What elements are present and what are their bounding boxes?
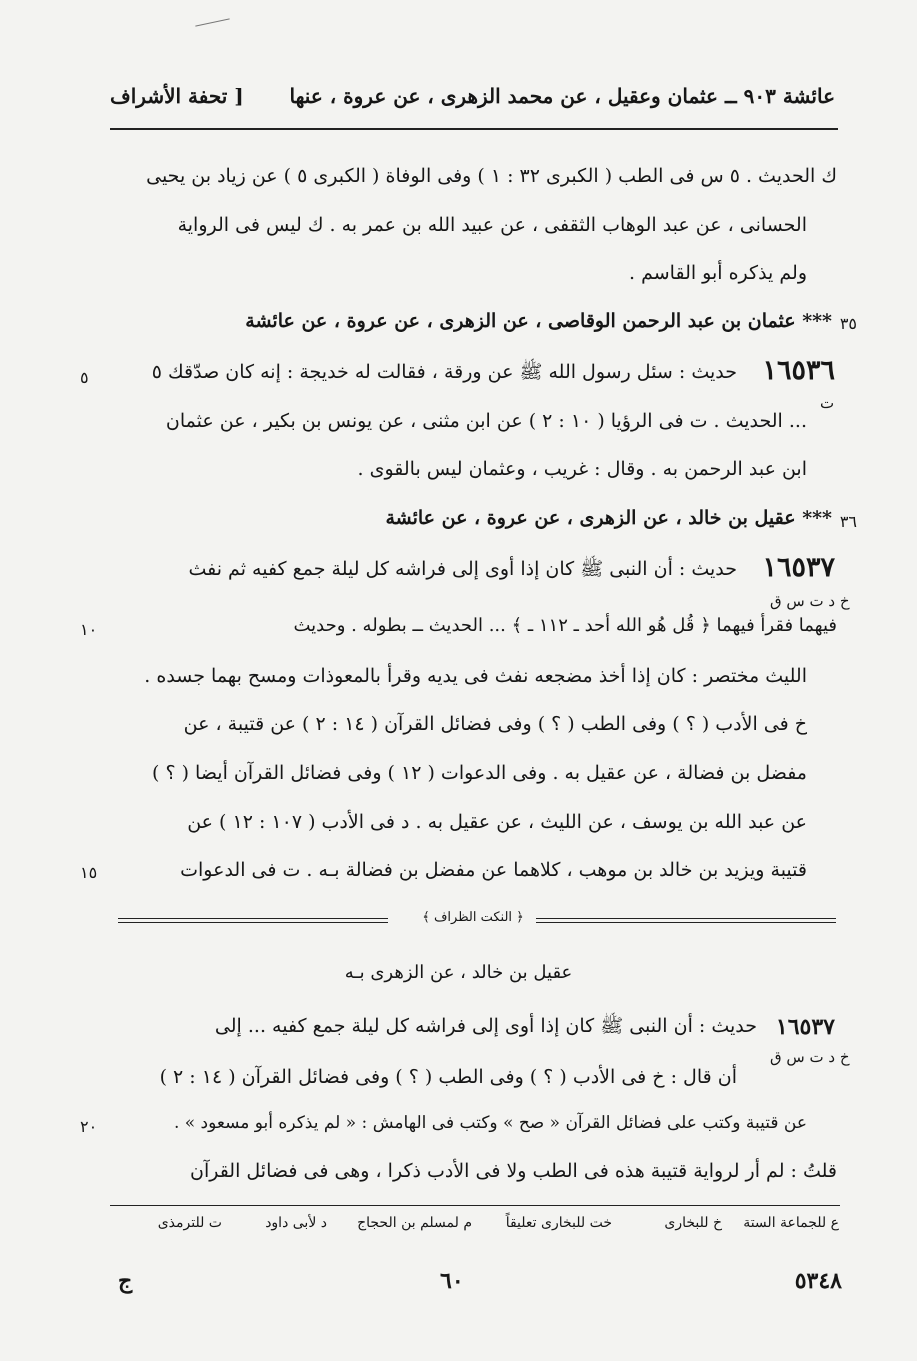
abbreviation: م لمسلم بن الحجاج — [357, 1215, 472, 1231]
text-line: عن عبد الله بن يوسف ، عن الليث ، عن عقيل به . د فى الأدب ( ١٠٧ : ١٢ ) عن — [187, 811, 807, 833]
abbreviation: ع للجماعة الستة — [743, 1215, 839, 1231]
header-book-title: [ تحفة الأشراف — [110, 84, 244, 108]
hadith-number: ١٦٥٣٦ — [762, 355, 835, 386]
nukat-hadith-number: ١٦٥٣٧ — [775, 1014, 835, 1040]
hadith-number: ١٦٥٣٧ — [762, 552, 835, 583]
header-rule — [110, 128, 838, 130]
abbreviation: خ للبخارى — [664, 1215, 722, 1231]
text-line: الحسانى ، عن عبد الوهاب الثقفى ، عن عبيد الله بن عمر به . ك ليس فى الرواية — [177, 214, 807, 236]
text-line: ... الحديث . ت فى الرؤيا ( ١٠ : ٢ ) عن ابن مثنى ، عن يونس بن بكير ، عن عثمان — [165, 410, 807, 432]
line-number: ٥ — [80, 368, 89, 387]
nukat-line: قلتُ : لم أر لرواية قتيبة هذه فى الطب ولا فى الأدب ذكرا ، وهى فى فضائل القرآن — [189, 1160, 837, 1182]
line-number: ١٥ — [80, 863, 98, 882]
text-line: فيهما فقرأ فيهما ﴿ قُل هُو الله أحد ـ ١١٢ ـ ﴾ ... الحديث ــ بطوله . وحديث — [293, 615, 837, 636]
footer-rule — [110, 1205, 840, 1206]
entry-number: ٥٣٤٨ — [794, 1268, 842, 1294]
nukat-line: عن قتيبة وكتب على فضائل القرآن « صح » وكتب فى الهامش : « لم يذكره أبو مسعود » . — [173, 1113, 807, 1133]
divider-label: ﴿ النكت الظراف ﴾ — [422, 910, 524, 925]
pencil-mark — [195, 18, 229, 26]
text-line: قتيبة ويزيد بن خالد بن موهب ، كلاهما عن مفضل بن فضالة بـه . ت فى الدعوات — [180, 859, 807, 881]
text-line: مفضل بن فضالة ، عن عقيل به . وفى الدعوات ( ١٢ ) وفى فضائل القرآن أيضا ( ؟ ) — [152, 762, 807, 784]
nukat-line: أن قال : خ فى الأدب ( ؟ ) وفى الطب ( ؟ ) وفى فضائل القرآن ( ١٤ : ٢ ) — [159, 1066, 737, 1088]
page-number: ٦٠ — [440, 1268, 464, 1294]
header-title: عائشة ٩٠٣ ــ عثمان وعقيل ، عن محمد الزهرى ، عن عروة ، عنها — [289, 84, 835, 108]
running-header — [110, 78, 835, 118]
divider-rule — [536, 918, 836, 923]
text-line: ك الحديث . ٥ س فى الطب ( الكبرى ٣٢ : ١ ) وفى الوفاة ( الكبرى ٥ ) عن زياد بن يحيى — [146, 165, 837, 187]
line-number: ٢٠ — [80, 1117, 98, 1136]
text-line: حديث : سئل رسول الله ﷺ عن ورقة ، فقالت له خديجة : إنه كان صدّقك ٥ — [151, 361, 737, 383]
section-heading: *** عثمان بن عبد الرحمن الوقاصى ، عن الزهرى ، عن عروة ، عن عائشة — [245, 310, 832, 332]
siglum: خ د ت س ق — [770, 1048, 850, 1066]
nukat-line: حديث : أن النبى ﷺ كان إذا أوى إلى فراشه كل ليلة جمع كفيه ... إلى — [214, 1015, 757, 1037]
section-number: ٣٥ — [839, 314, 857, 333]
text-line: الليث مختصر : كان إذا أخذ مضجعه نفث فى يديه وقرأ بالمعوذات ومسح بهما جسده . — [144, 665, 807, 687]
line-number: ١٠ — [80, 620, 98, 639]
siglum: خ د ت س ق — [770, 592, 850, 610]
abbreviation: خت للبخارى تعليقاً — [505, 1215, 612, 1231]
abbreviation: د لأبى داود — [265, 1215, 327, 1231]
nukat-divider — [118, 912, 836, 932]
siglum: ت — [820, 394, 835, 412]
nukat-heading: عقيل بن خالد ، عن الزهرى بـه — [344, 962, 573, 983]
text-line: ابن عبد الرحمن به . وقال : غريب ، وعثمان ليس بالقوى . — [357, 458, 807, 480]
section-heading: *** عقيل بن خالد ، عن الزهرى ، عن عروة ، عن عائشة — [385, 507, 832, 529]
divider-rule — [118, 918, 388, 923]
volume-letter: ج — [118, 1268, 133, 1294]
text-line: حديث : أن النبى ﷺ كان إذا أوى إلى فراشه كل ليلة جمع كفيه ثم نفث — [188, 558, 737, 580]
text-line: ولم يذكره أبو القاسم . — [629, 262, 807, 284]
section-number: ٣٦ — [839, 512, 857, 531]
abbreviation: ت للترمذى — [157, 1215, 222, 1231]
text-line: خ فى الأدب ( ؟ ) وفى الطب ( ؟ ) وفى فضائل القرآن ( ١٤ : ٢ ) عن قتيبة ، عن — [183, 713, 807, 735]
